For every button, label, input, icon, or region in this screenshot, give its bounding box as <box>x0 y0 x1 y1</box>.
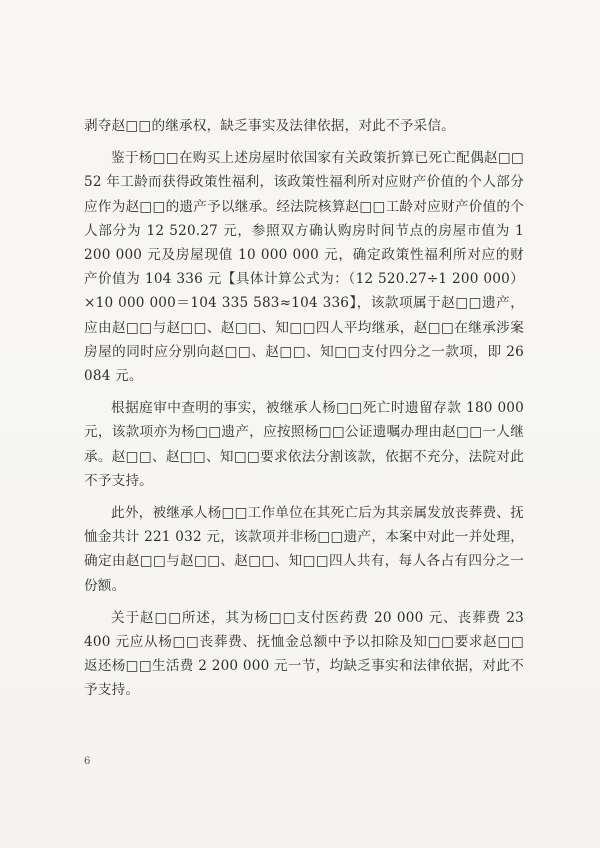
paragraph-4: 此外，被继承人杨□□工作单位在其死亡后为其亲属发放丧葬费、抚恤金共计 221 032 元，该款项并非杨□□遗产，本案中对此一并处理，确定由赵□□与赵□□、赵□□、知□□四人共有，每人各占有四分之一份额。 <box>84 505 524 594</box>
paragraph-3: 根据庭审中查明的事实，被继承人杨□□死亡时遗留存款 180 000 元，该款项亦为杨□□遗产，应按照杨□□公证遗嘱办理由赵□□一人继承。赵□□、赵□□、知□□要求依法分割该款，依据不充分，法院对此不予支持。 <box>84 400 524 489</box>
paragraph-2: 鉴于杨□□在购买上述房屋时依国家有关政策折算已死亡配偶赵□□ 52 年工龄而获得政策性福利，该政策性福利所对应财产价值的个人部分应作为赵□□的遗产予以继承。经法院核算赵□□工龄对应财产价值的个人部分为 12 520.27 元，参照双方确认购房时间节点的房屋市值为 1 200 000 元及房屋现值 10 000 000 元，确定政策性福利所对应的财产价值为 104 336 元【具体计算公式为：（12 520.27÷1 200 000）×10 000 000＝104 335 583≈104 336】，该款项属于赵□□遗产，应由赵□□与赵□□、赵□□、知□□四人平均继承，赵□□在继承涉案房屋的同时应分别向赵□□、赵□□、知□□支付四分之一款项，即 26 084 元。 <box>84 150 524 385</box>
page-number: 6 <box>84 756 91 767</box>
body-text <box>84 114 524 703</box>
paragraph-1: 剥夺赵□□的继承权，缺乏事实及法律依据，对此不予采信。 <box>84 118 455 134</box>
paragraph-5: 关于赵□□所述，其为杨□□支付医药费 20 000 元、丧葬费 23 400 元应从杨□□丧葬费、抚恤金总额中予以扣除及知□□要求赵□□返还杨□□生活费 2 200 000 元一节，均缺乏事实和法律依据，对此不予支持。 <box>84 609 524 699</box>
